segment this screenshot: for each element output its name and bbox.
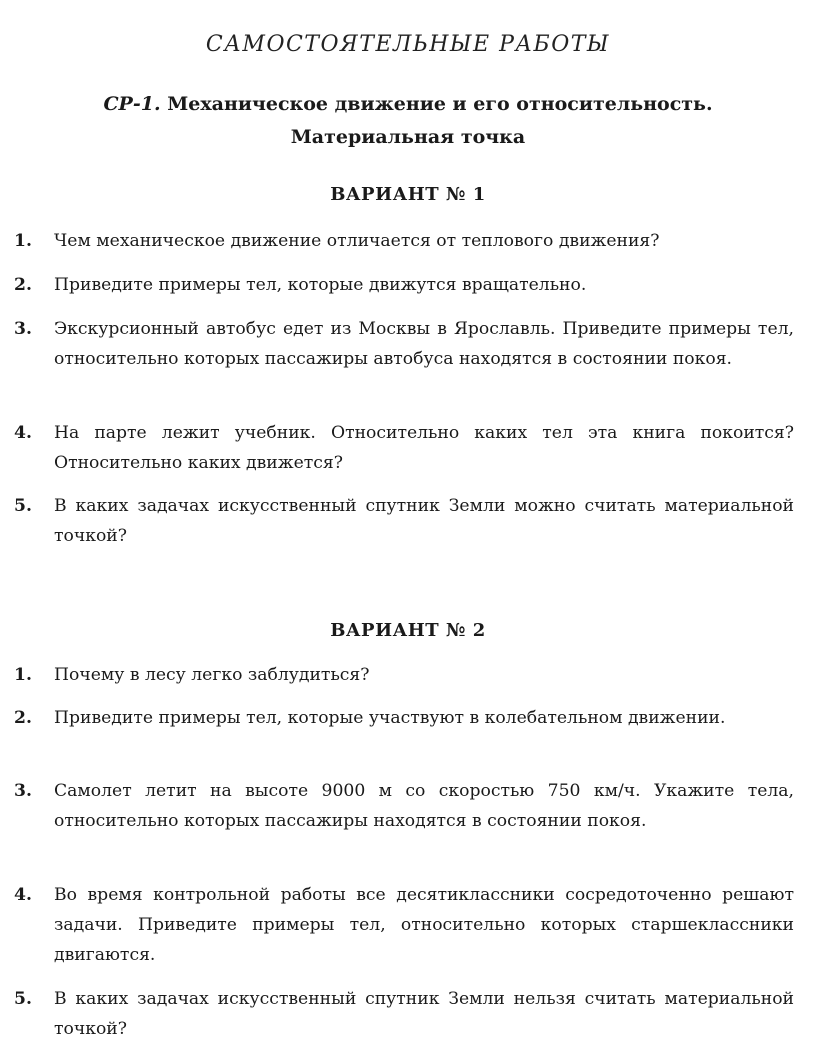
task-number: 4.	[14, 423, 32, 443]
variant1-task-3	[14, 314, 794, 374]
variant2-task-4	[14, 880, 794, 970]
task-text: На парте лежит учебник. Относительно каких тел эта книга покоится? Относительно каких движется?	[54, 423, 794, 473]
task-number: 2.	[14, 708, 32, 728]
task-text: Экскурсионный автобус едет из Москвы в Ярославль. Приведите примеры тел, относительно которых пассажиры автобуса находятся в состоянии покоя.	[54, 319, 794, 369]
variant1-task-2	[14, 270, 794, 300]
task-text: Почему в лесу легко заблудиться?	[54, 665, 370, 685]
task-text: В каких задачах искусственный спутник Земли нельзя считать материальной точкой?	[54, 989, 794, 1039]
task-number: 5.	[14, 496, 32, 516]
task-number: 1.	[14, 231, 32, 251]
task-text: Во время контрольной работы все десятиклассники сосредоточенно решают задачи. Приведите примеры тел, относительно которых старшеклассники двигаются.	[54, 885, 794, 965]
task-text: Приведите примеры тел, которые участвуют в колебательном движении.	[54, 708, 726, 728]
variant2-task-2	[14, 703, 794, 733]
variant1-task-4	[14, 418, 794, 478]
task-text: Приведите примеры тел, которые движутся вращательно.	[54, 275, 587, 295]
variant2-task-1	[14, 660, 794, 690]
task-number: 3.	[14, 319, 32, 339]
work-code: СР-1.	[103, 93, 161, 115]
task-number: 4.	[14, 885, 32, 905]
variant2-task-5	[14, 984, 794, 1044]
variant1-heading: ВАРИАНТ № 1	[330, 184, 486, 205]
task-number: 2.	[14, 275, 32, 295]
task-number: 5.	[14, 989, 32, 1009]
work-title-line2: Материальная точка	[290, 126, 526, 148]
variant2-task-3	[14, 776, 794, 836]
work-title	[0, 88, 816, 154]
task-text: Чем механическое движение отличается от теплового движения?	[54, 231, 660, 251]
task-text: В каких задачах искусственный спутник Земли можно считать материальной точкой?	[54, 496, 794, 546]
work-title-line1: Механическое движение и его относительность.	[167, 93, 713, 115]
variant1-task-5	[14, 491, 794, 551]
section-title: САМОСТОЯТЕЛЬНЫЕ РАБОТЫ	[205, 32, 611, 57]
task-text: Самолет летит на высоте 9000 м со скоростью 750 км/ч. Укажите тела, относительно которых пассажиры находятся в состоянии покоя.	[54, 781, 794, 831]
variant2-heading: ВАРИАНТ № 2	[330, 620, 486, 641]
task-number: 3.	[14, 781, 32, 801]
task-number: 1.	[14, 665, 32, 685]
variant1-task-1	[14, 226, 794, 256]
